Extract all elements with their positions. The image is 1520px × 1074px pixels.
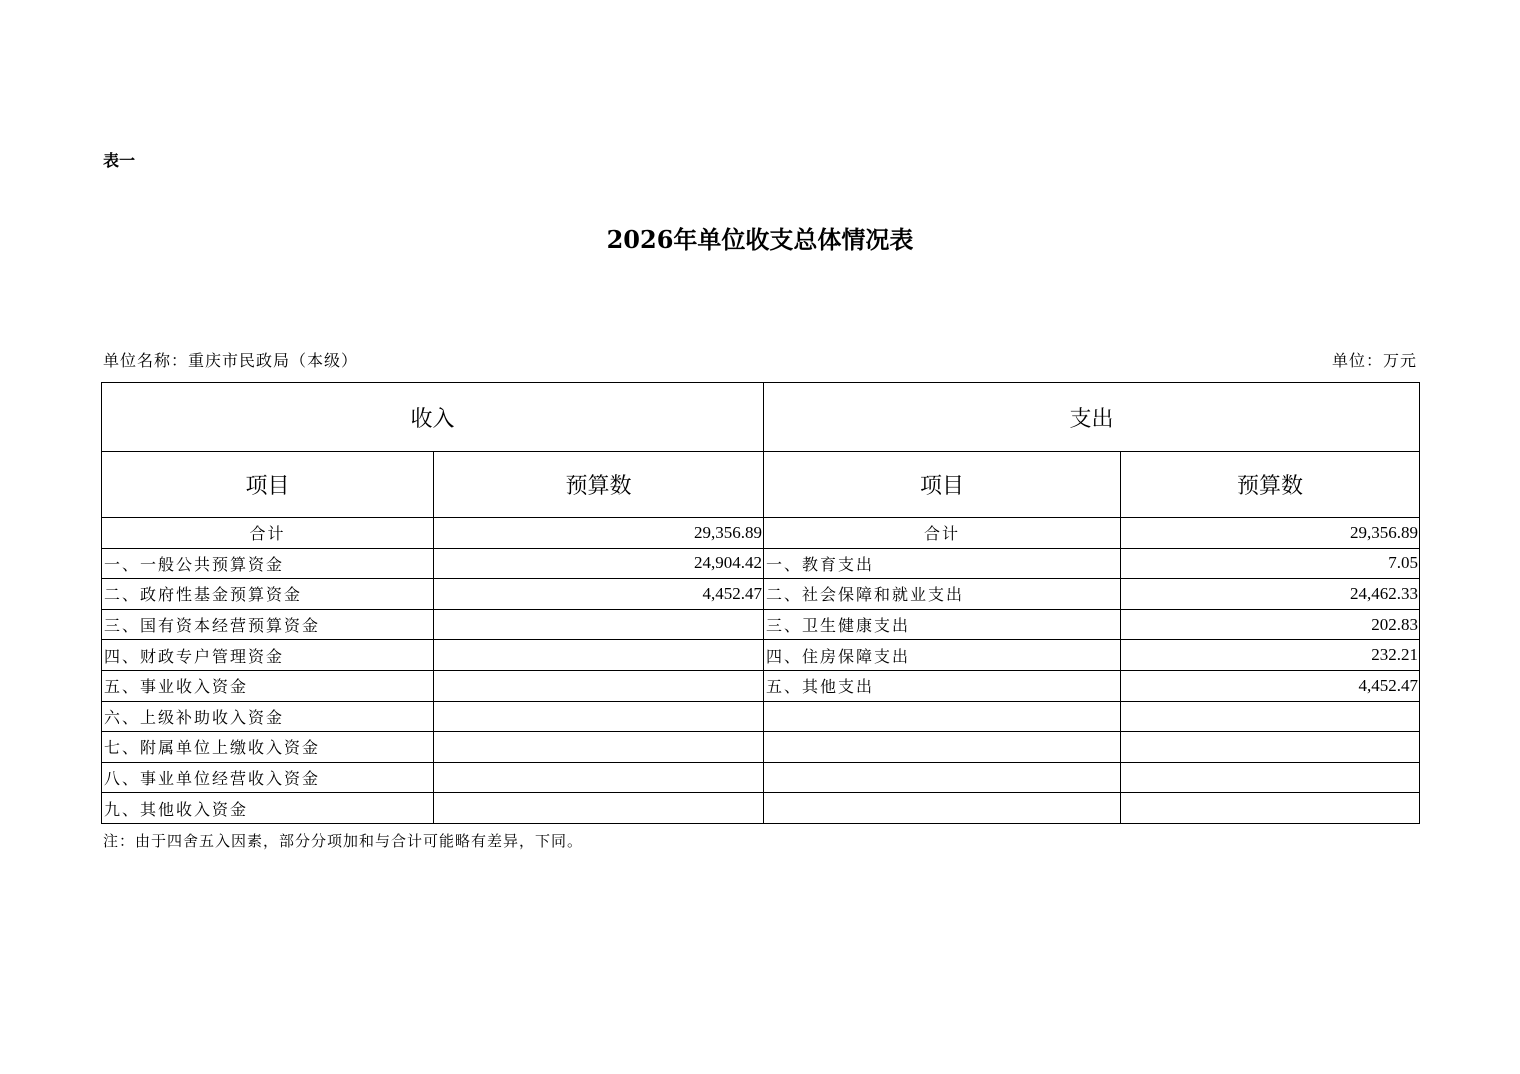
table-row bbox=[102, 732, 1420, 763]
income-item-cell: 合计 bbox=[102, 518, 434, 549]
income-item-cell: 七、附属单位上缴收入资金 bbox=[102, 732, 434, 763]
expense-value-cell bbox=[1121, 732, 1420, 763]
expense-value-cell: 202.83 bbox=[1121, 609, 1420, 640]
expense-item-cell bbox=[764, 793, 1121, 824]
income-value-cell: 24,904.42 bbox=[434, 548, 764, 579]
expense-item-cell: 三、卫生健康支出 bbox=[764, 609, 1121, 640]
expense-item-cell bbox=[764, 762, 1121, 793]
table-row bbox=[102, 670, 1420, 701]
income-value-cell bbox=[434, 640, 764, 671]
income-item-cell: 六、上级补助收入资金 bbox=[102, 701, 434, 732]
table-row bbox=[102, 579, 1420, 610]
expense-item-cell: 四、住房保障支出 bbox=[764, 640, 1121, 671]
expense-item-cell: 合计 bbox=[764, 518, 1121, 549]
income-item-cell: 五、事业收入资金 bbox=[102, 670, 434, 701]
income-item-cell: 九、其他收入资金 bbox=[102, 793, 434, 824]
income-value-cell bbox=[434, 609, 764, 640]
expense-value-cell: 29,356.89 bbox=[1121, 518, 1420, 549]
income-item-cell: 三、国有资本经营预算资金 bbox=[102, 609, 434, 640]
table-row-total bbox=[102, 518, 1420, 549]
table-row bbox=[102, 609, 1420, 640]
income-item-header: 项目 bbox=[102, 452, 434, 518]
income-value-cell bbox=[434, 793, 764, 824]
table-label: 表一 bbox=[103, 151, 136, 170]
income-item-cell: 一、一般公共预算资金 bbox=[102, 548, 434, 579]
expense-value-cell: 24,462.33 bbox=[1121, 579, 1420, 610]
table-row bbox=[102, 762, 1420, 793]
income-value-cell bbox=[434, 762, 764, 793]
income-value-cell: 4,452.47 bbox=[434, 579, 764, 610]
income-header: 收入 bbox=[102, 383, 764, 452]
expense-item-cell bbox=[764, 732, 1121, 763]
table-row bbox=[102, 793, 1420, 824]
expense-header: 支出 bbox=[764, 383, 1420, 452]
expense-item-cell: 一、教育支出 bbox=[764, 548, 1121, 579]
income-value-cell bbox=[434, 732, 764, 763]
footnote: 注：由于四舍五入因素，部分分项加和与合计可能略有差异，下同。 bbox=[103, 832, 584, 850]
income-item-cell: 四、财政专户管理资金 bbox=[102, 640, 434, 671]
income-value-cell: 29,356.89 bbox=[434, 518, 764, 549]
expense-item-cell bbox=[764, 701, 1121, 732]
expense-budget-header: 预算数 bbox=[1121, 452, 1420, 518]
table-row bbox=[102, 548, 1420, 579]
budget-table bbox=[101, 382, 1420, 824]
expense-value-cell bbox=[1121, 793, 1420, 824]
income-budget-header: 预算数 bbox=[434, 452, 764, 518]
expense-value-cell: 232.21 bbox=[1121, 640, 1420, 671]
income-item-cell: 八、事业单位经营收入资金 bbox=[102, 762, 434, 793]
expense-value-cell bbox=[1121, 701, 1420, 732]
expense-value-cell bbox=[1121, 762, 1420, 793]
income-item-cell: 二、政府性基金预算资金 bbox=[102, 579, 434, 610]
expense-value-cell: 7.05 bbox=[1121, 548, 1420, 579]
income-value-cell bbox=[434, 670, 764, 701]
expense-value-cell: 4,452.47 bbox=[1121, 670, 1420, 701]
page-title: 2026年单位收支总体情况表 bbox=[606, 225, 914, 254]
income-value-cell bbox=[434, 701, 764, 732]
expense-item-cell: 二、社会保障和就业支出 bbox=[764, 579, 1121, 610]
unit-label: 单位：万元 bbox=[1331, 351, 1417, 370]
unit-name: 单位名称：重庆市民政局（本级） bbox=[103, 351, 359, 370]
expense-item-cell: 五、其他支出 bbox=[764, 670, 1121, 701]
table-row bbox=[102, 701, 1420, 732]
table-row bbox=[102, 640, 1420, 671]
expense-item-header: 项目 bbox=[764, 452, 1121, 518]
